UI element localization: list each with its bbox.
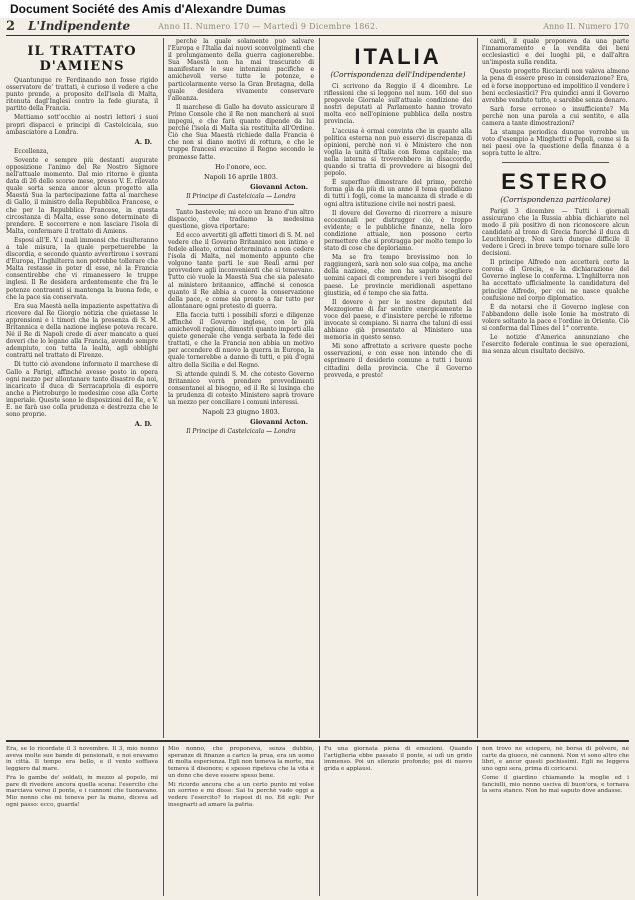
paragraph: Di tutto ciò avendone informato il marchese di Gallo a Parigi, affinché avesse posto in opera ogni mezzo per allontanare tanto disastro da noi, incaricato il duca di Serracapriola di esporre anche a Pietroburgo le medesime cose alla Corte imperiale. Queste sono le disposizioni del Re, e V. E. ne farà uso colla prudenza e destrezza che le sono proprie. bbox=[6, 361, 158, 419]
column-3 bbox=[324, 38, 472, 738]
signer: Giovanni Acton. bbox=[250, 182, 308, 191]
signature: A. D. bbox=[134, 420, 152, 429]
feuilleton-col-4 bbox=[482, 746, 629, 896]
section-heading-italia: ITALIA bbox=[354, 44, 442, 69]
paragraph: Fu una giornata piena di emozioni. Quando l'artiglieria ebbe passato il ponte, si udì un grido immenso. Poi un silenzio profondo; poi di nuovo grida e applausi. bbox=[324, 746, 472, 773]
feuilleton-col-3 bbox=[324, 746, 472, 896]
paragraph: Mi sono affrettato a scrivere queste poche osservazioni, e con esse non intendo che di esprimere il desiderio comune a tutti i buoni cittadini della provincia. Che il Governo provveda, e presto! bbox=[324, 343, 472, 379]
paragraph: Si attende quindi S. M. che cotesto Governo Britannico vorrà prendere provvedimenti consentanei al bisogno, ed il Re si lusinga che la prudenza di cotesto Ministero saprà trovare un mezzo per conciliare i comuni interessi. bbox=[168, 370, 314, 407]
addressee: Il Principe di Castelcicala — Londra bbox=[186, 428, 296, 436]
column-1 bbox=[6, 38, 158, 738]
paragraph: Era, se lo ricordate il 3 novembre. Il 3, mio nonno aveva molte sue bande di pensionati, e noi eravamo in città. Il tempo era bello, e il vento soffiava leggiero dal mare. bbox=[6, 746, 158, 773]
paragraph: Come il giardino chiamando la moglie ed i fanciulli, mio nonno usciva di buon'ora, e tornava la sera stanco. Non ho mai saputo dove andasse. bbox=[482, 774, 629, 795]
masthead bbox=[6, 18, 629, 34]
paragraph: perchè la quale solamente può salvare l'Europa e l'Italia dai nuovi sconvolgimenti che il prolungamento della guerra cagionerebbe. Sua Maestà non ha mai trascurato di manifestare le sue intenzioni pacifiche e amichevoli verso tutte le potenze, e particolarmente verso la Gran Bretagna, della quale desidera vivamente conservare l'alleanza. bbox=[168, 38, 314, 102]
feuilleton-rule bbox=[6, 740, 629, 742]
column-4 bbox=[482, 38, 629, 738]
paragraph: Fra le gambe de' soldati, in mezzo al popolo, mi pare di rivedere ancora quella scena: l'esercito che marciava verso il ponte, e i cannoni che tuonavano. Mio nonno che mi teneva per la mano, diceva ad ogni passo: ecco, guarda! bbox=[6, 774, 158, 808]
page-number: 2 bbox=[6, 18, 16, 34]
separator bbox=[188, 204, 294, 205]
newspaper-scan bbox=[0, 18, 635, 900]
paragraph: Il dovere del Governo di ricorrere a misure eccezionali per distrugger ciò, è troppo evidente; e le pubbliche finanze, nella loro condizione attuale, non possono certo permettere che si protragga per molto tempo lo stato di cose che deploriamo. bbox=[324, 209, 472, 253]
paragraph: Quantunque re Ferdinando non fosse rigido osservatore de' trattati, è curioso il vedere a che punto prende, a proposito dell'isola di Malta, ritenuta dagl'Inglesi contro la fede giurata, il partito della Francia. bbox=[6, 77, 158, 113]
paragraph: Esposi all'E. V. i mali immensi che risulteranno a tale misura, la quale perpetuerebbe la discordia, e secondo quanto avvertirono i sovrani d'Europa, l'Inghilterra non potrebbe tollerare che Malta restasse in poter di esse, né la Francia consentirebbe che vi rimanessero le truppe inglesi. Il Re desidera ardentemente che fra le potenze contraenti si mantenga la buona fede, e che la pace sia conservata. bbox=[6, 236, 158, 301]
column-rule bbox=[319, 746, 320, 896]
section-heading-estero: ESTERO bbox=[501, 168, 610, 194]
separator bbox=[502, 162, 609, 163]
paragraph: Il dovere è per le nostre deputati del Mezzogiorno di far sentire energicamente la voce del paese, e d'insistere perché le riforme invocate si compiano. Si narra che taluni di essi abbiano già presentato al Ministero una memoria in questo senso. bbox=[324, 298, 472, 342]
feuilleton-col-1 bbox=[6, 746, 158, 896]
paragraph: Mettiamo sott'occhio ai nostri lettori i suoi propri dispacci e principi di Castelcicala, suo ambasciatore a Londra. bbox=[6, 114, 158, 136]
paragraph: Ma se fra tempo brevissimo non lo raggiungerà, sarà non solo sua colpa, ma anche della nazione, che non ha saputo scegliere uomini capaci di comprendere i veri bisogni del paese. Le provincie meridionali aspettano giustizia, ed è tempo che sia fatta. bbox=[324, 254, 472, 297]
column-rule bbox=[163, 746, 164, 896]
section-subtitle: (Corrispondenza dell'Indipendente) bbox=[330, 70, 466, 79]
addressee: Il Principe di Castelcicala — Londra bbox=[186, 192, 296, 200]
paragraph: È da notarsi che il Governo inglese con l'abbandono delle isole Ionie ha mostrato di volere soltanto la pace e l'ordine in Oriente. Ciò si conferma dal Times del 1° corrente. bbox=[482, 303, 629, 332]
issue-meta-right: Anno II. Numero 170 bbox=[543, 21, 629, 31]
salutation: Eccellenza, bbox=[14, 147, 49, 155]
paragraph: cardi, il quale proponeva da una parte l'innamoramento e la vendita dei beni ecclesiastici e dei luoghi pii, e dall'altra un'imposta sulla rendita. bbox=[482, 38, 629, 67]
paragraph: Il principe Alfredo non accetterà certo la corona di Grecia, e la dichiarazione del Governo inglese lo conferma. L'Inghilterra non ha accettato ufficialmente la candidatura del principe Alfredo, per cui ne nasce qualche confusione nel corpo diplomatico. bbox=[482, 259, 629, 302]
column-rule bbox=[477, 38, 478, 738]
dateline: Napoli 23 giugno 1803. bbox=[202, 408, 280, 417]
paragraph: Sarà forse erroneo o insufficiente? Ma perchè non una parola a cui sentito, e alla camera a tante dimostrazioni? bbox=[482, 105, 629, 128]
column-rule bbox=[477, 746, 478, 896]
newspaper-title: L'Indipendente bbox=[28, 19, 131, 33]
paragraph: Ci scrivono da Reggio il 4 dicembre. Le riflessioni che si leggono nel num. 160 del suo pregevole Giornale sull'attuale condizione dei nostri deputati al Parlamento hanno trovato molta eco nell'opinione pubblica della nostra provincia. bbox=[324, 83, 472, 126]
paragraph: non trovo ne sciopero, nè borsa di polvere, nè carte da giuoco, nè cannoni. Non vi sono altro che libri, e ancor questi pochissimi. Egli ne leggeva uno ogni sera, prima di coricarsi. bbox=[482, 746, 629, 773]
paragraph: L'accusa è ormai convinta che in quanto alla politica esterna non può esservi discrepanza di opinioni, perchè non vi è Ministero che non voglia la unità d'Italia con Roma capitale; ma nella interna si troverebbero in disaccordo, quando si tratta di provvedere ai bisogni del popolo. bbox=[324, 127, 472, 178]
paragraph: Ella faccia tutti i possibili sforzi e diligenze affinché il Governo inglese, con le più amichevoli ragioni, dimostri quanto importi alla quiete generale che venga serbata la fede dei trattati, e che la Francia non abbia un motivo per accendere di nuovo la guerra in Europa, la quale tornerebbe a danno di tutti, e più d'ogni altro della Sicilia e del Regno. bbox=[168, 311, 314, 369]
column-rule bbox=[163, 38, 164, 738]
paragraph: È superfluo dimostrare del primo, perchè forma già da più di un anno il tema quotidiano di tutti i fogli, come la mancanza di strade e di ogni altra istituzione civile nei nostri paesi. bbox=[324, 179, 472, 208]
issue-meta: Anno II. Numero 170 — Martedì 9 Dicembre 1862. bbox=[158, 21, 379, 31]
paragraph: Tanto bastevole; mi ecco un brano d'un altro dispaccio, che tradiamo la medesima questione, giova riportare: bbox=[168, 208, 314, 230]
dateline: Napoli 16 aprile 1803. bbox=[203, 172, 279, 181]
closing: Ho l'onore, ecc. bbox=[215, 162, 267, 171]
watermark: Document Société des Amis d'Alexandre Dumas bbox=[10, 2, 286, 16]
paragraph: Il marchese di Gallo ha dovuto assicurare il Primo Console che il Re non mancherà ai suoi impegni, e che farà quanto dipende da lui perché l'isola di Malta sia restituita all'Ordine. Ciò che Sua Maestà richiede dalla Francia è che non si diano motivi di rottura, e che le truppe francesi evacuino il Regno secondo le promesse fatte. bbox=[168, 103, 314, 161]
article-heading: IL TRATTATO D'AMIENS bbox=[27, 44, 137, 74]
paragraph: Mio nonno, che proponeva, senza dubbio, speranze di finanze a carico la prua, era un uomo di molta esperienza. Egli non temeva la morte, ma temeva il disonore; e spesso ripeteva che la vita è un dono che deve essere speso bene. bbox=[168, 746, 314, 779]
paragraph: Questo progetto Ricciardi non valeva almeno la pena di essere preso in considerazione? Era, ed è forse inopportuno ed impolitico il vendere i beni ecclesiastici? Fra quindici anni il Governo avrebbe venduto tutto, e sarebbe senza denaro. bbox=[482, 68, 629, 104]
feuilleton-col-2 bbox=[168, 746, 314, 896]
column-2 bbox=[168, 38, 314, 738]
column-rule bbox=[319, 38, 320, 738]
section-subtitle: (Corrispondenza particolare) bbox=[500, 194, 611, 204]
paragraph: La stampa periodica dunque vorrebbe un voto d'esempio a Minghetti e Pepoli, come si fa nei paesi ove la questione della finanza è a sopra tutte le altre. bbox=[482, 129, 629, 158]
signer: Giovanni Acton. bbox=[250, 418, 308, 427]
paragraph: Era sua Maestà nella impaziente aspettativa di ricevere dal Re Giorgio notizia che quietasse le apprensioni e i timori che la presenza di S. M. Britannica e della nazione inglese poteva recare. Né il Re di Napoli crede di aver mancato a quei doveri che lo legano alla Francia, avendo sempre adempiuto, con tutta la lealtà, agli obblighi contratti nel trattato di Firenze. bbox=[6, 302, 158, 360]
paragraph: Le notizie d'America annunziano che l'esercito federale continua le sue operazioni, ma senza alcun risultato decisivo. bbox=[482, 334, 629, 356]
paragraph: Mi ricordo ancora che a un certo punto mi volse un sorriso e mi disse: Sai tu perché vado oggi a vedere l'esercito? Io risposi di no. Ed egli: Per insegnarti ad amare la patria. bbox=[168, 781, 314, 808]
masthead-rule bbox=[6, 35, 629, 36]
paragraph: Parigi 3 dicembre — Tutti i giornali assicurano che la Russia abbia dichiarato nel modo il più positivo di non riconoscere alcun candidato al trono di Grecia fuorché il duca di Leuchtenberg. Non sarà dunque difficile il vedere i Greci in breve tempo tornare sulle loro decisioni. bbox=[482, 207, 629, 258]
paragraph: Ed ecco avvertiti gli affetti timori di S. M. nel vedere che il Governo Britannico non intimo e fedele alleato, ormai determinato a non cedere l'isola di Malta, nel momento appunto che volgono tante parti le sue Reali armi per provvedere agli inconvenienti che si temevano. Tutto ciò vuole la Maestà Sua che sia palesato al ministero britannico, affinché si conosca quanto il Re abbia a cuore la conservazione della pace, e come sia pronto a far tutto per allontanare ogni pretesto di guerra. bbox=[168, 231, 314, 310]
signature: A. D. bbox=[134, 137, 152, 146]
paragraph: Sovente e sempre più destanti augurate opposizione l'animo del Re Nostro Signore nell'attuale momento. Dal mio ritorno è giunta data di 26 dello scorso mese, presso V. E. rilevato quale sorta senza ancor alcun progetto alla Maestà Sua la partecipazione fatta al marchese di Gallo, il ministro della Repubblica Francese, e che per la Repubblica Francese, in questa circostanza di Malta, esse sono determinate di prendere. E soccorrere e non lasciare l'isola di Malta, confermare il trattato di Amiens. bbox=[6, 156, 158, 235]
